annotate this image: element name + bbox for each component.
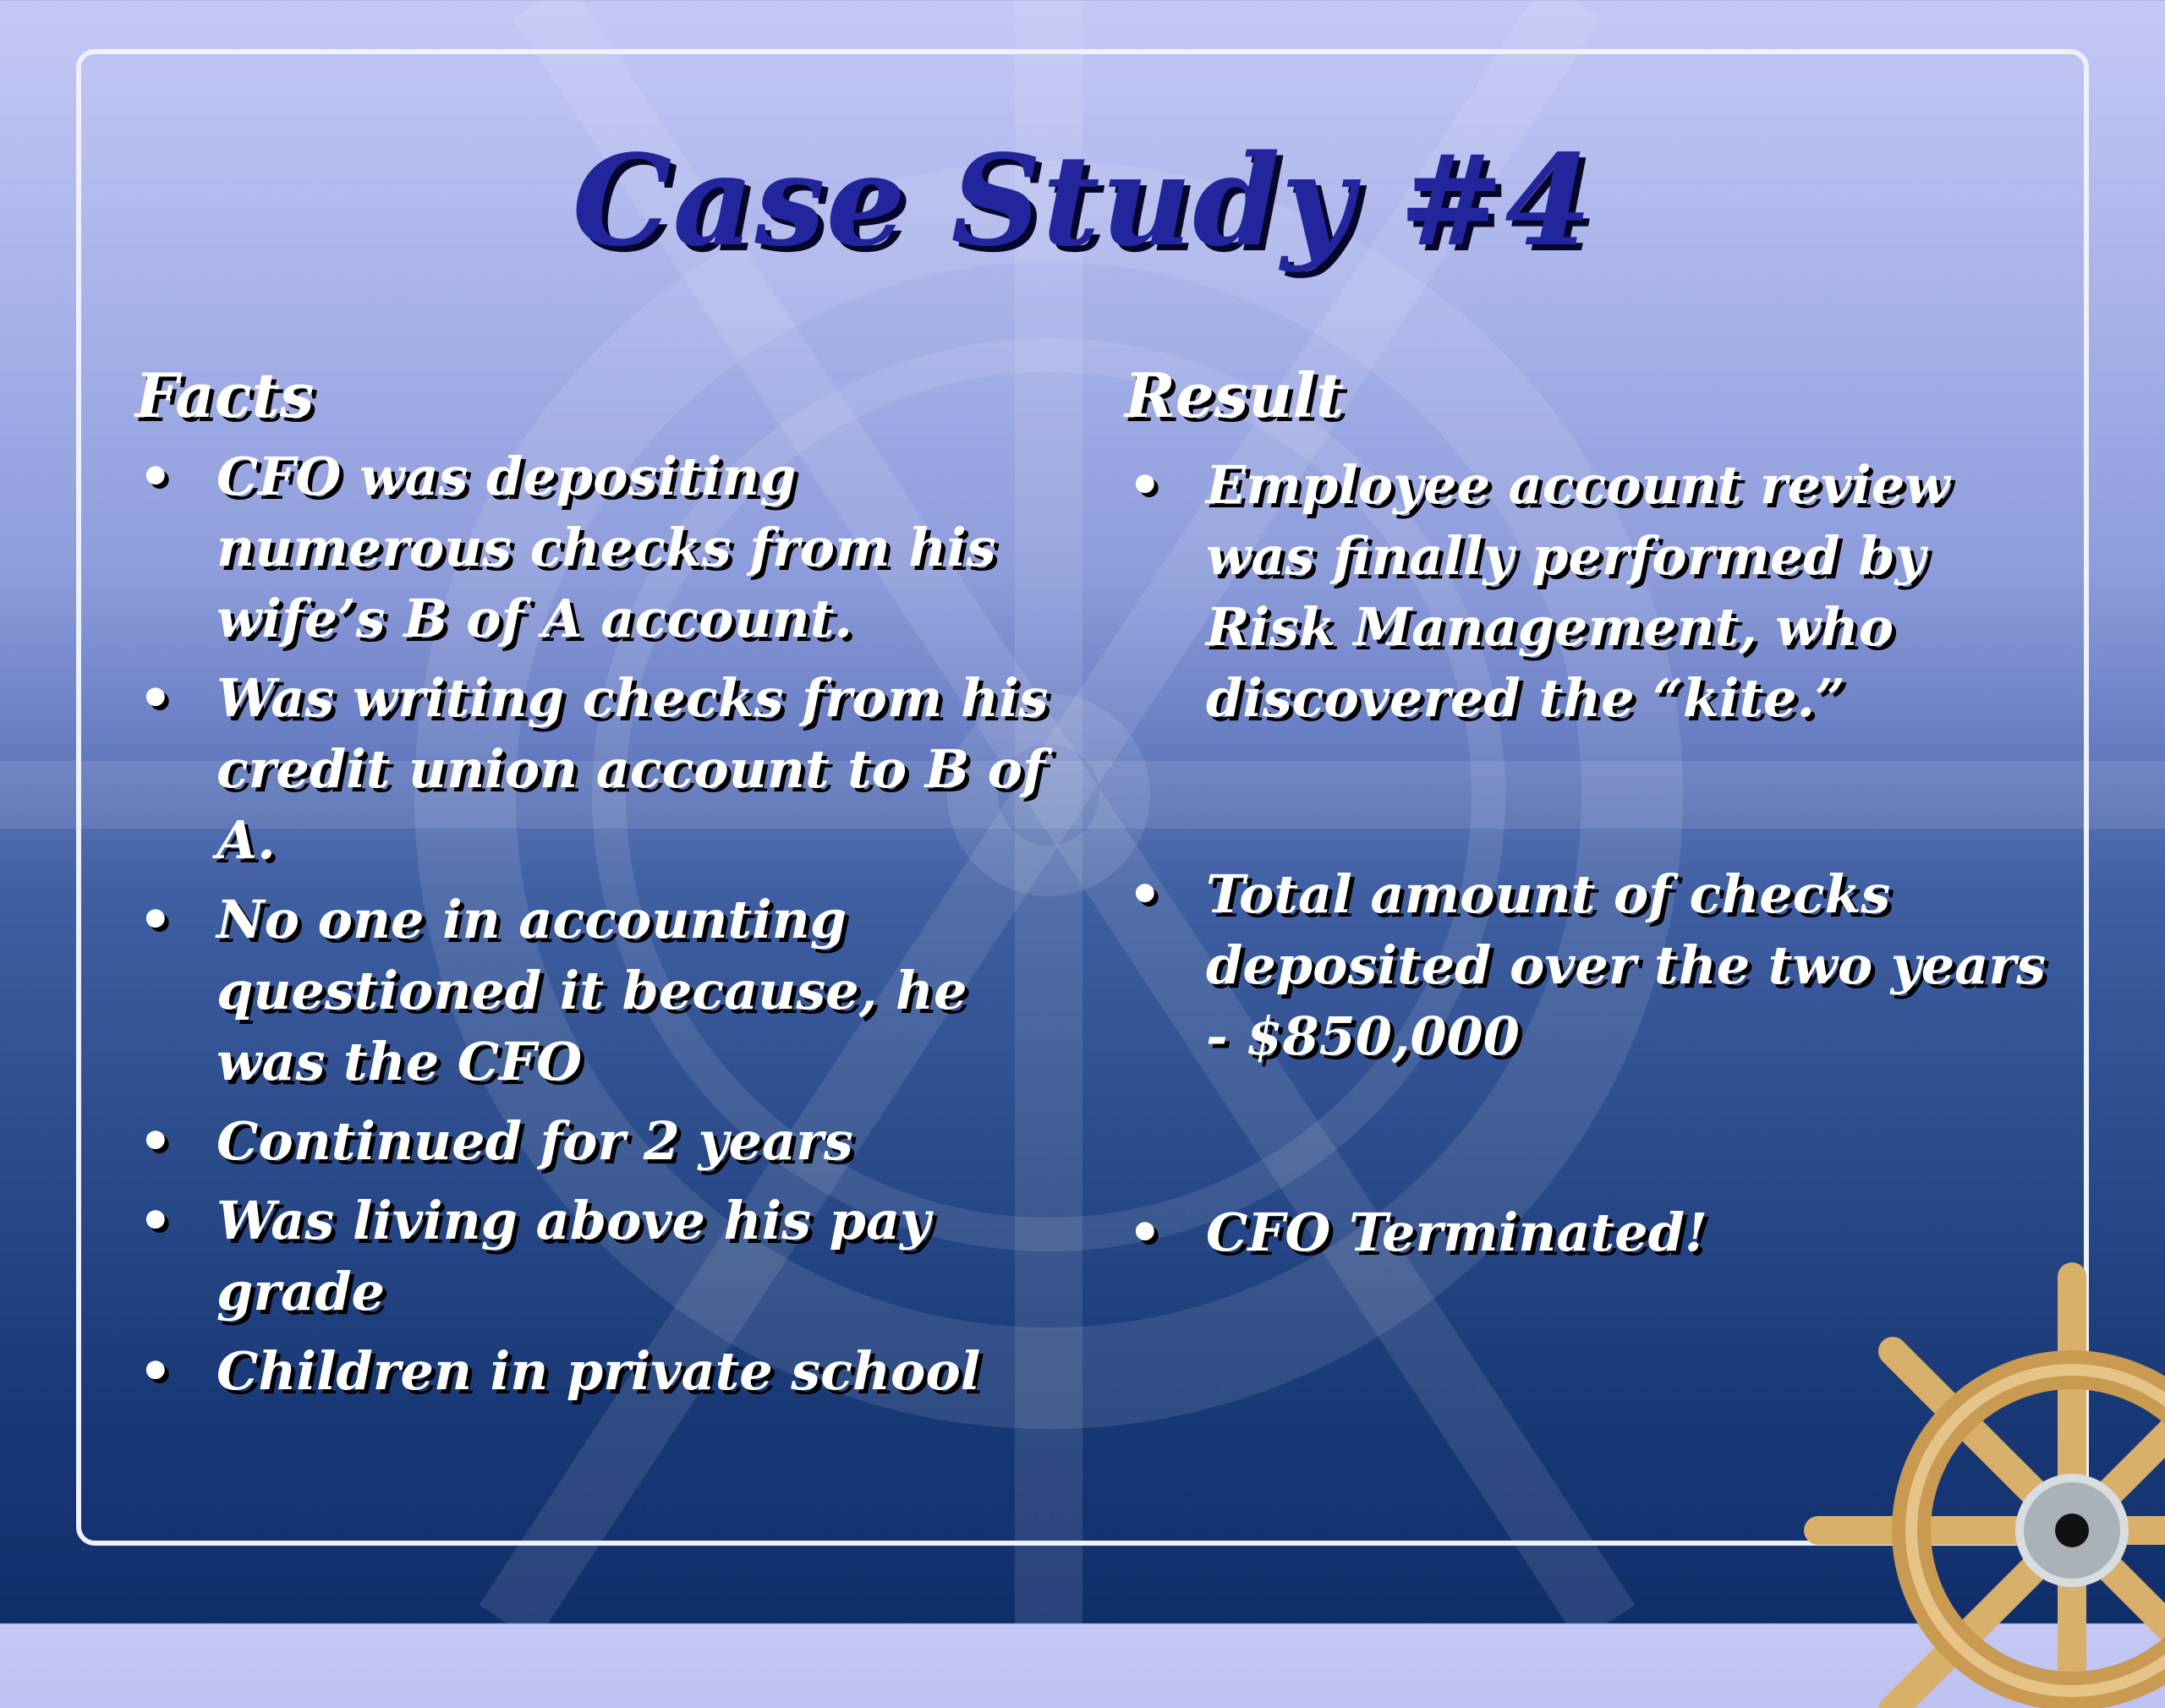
result-column bbox=[1125, 359, 2055, 1393]
list-item bbox=[139, 1185, 1066, 1328]
bullet: • bbox=[1128, 1202, 1162, 1263]
bullet: • bbox=[139, 889, 173, 950]
bullet: • bbox=[1128, 454, 1162, 516]
list-item bbox=[139, 1106, 1066, 1177]
list-item bbox=[1128, 450, 2055, 734]
facts-column bbox=[135, 359, 1066, 1415]
list-item-text: Was living above his pay grade bbox=[216, 1190, 931, 1322]
list-item bbox=[139, 884, 1066, 1098]
ship-wheel-icon bbox=[1742, 1251, 2165, 1708]
list-item bbox=[1128, 859, 2055, 1072]
slide-title: Case Study #4 bbox=[572, 127, 1593, 274]
list-item-text: Employee account review was finally performed by Risk Management, who discovered the “kite.” bbox=[1206, 454, 1950, 729]
bullet: • bbox=[139, 667, 173, 729]
list-item-text: No one in accounting questioned it because, he was the CFO bbox=[216, 889, 967, 1092]
facts-heading: Facts bbox=[135, 359, 315, 431]
list-item bbox=[139, 663, 1066, 876]
bullet: • bbox=[139, 446, 173, 507]
result-list bbox=[1125, 450, 2055, 1268]
facts-list bbox=[135, 441, 1066, 1407]
list-item-text: Continued for 2 years bbox=[216, 1110, 853, 1172]
bullet: • bbox=[139, 1190, 173, 1251]
bullet: • bbox=[1128, 863, 1162, 925]
bullet: • bbox=[139, 1110, 173, 1172]
list-item-text: Was writing checks from his credit union account to B of A. bbox=[216, 667, 1049, 871]
list-item-text: CFO was depositing numerous checks from his wife’s B of A account. bbox=[216, 446, 996, 649]
list-item-text: CFO Terminated! bbox=[1206, 1202, 1708, 1263]
list-item bbox=[139, 1336, 1066, 1407]
list-item-text: Total amount of checks deposited over the two years - $850,000 bbox=[1206, 863, 2046, 1067]
list-item bbox=[139, 441, 1066, 654]
list-item-text: Children in private school bbox=[216, 1340, 981, 1402]
bullet: • bbox=[139, 1340, 173, 1402]
result-heading: Result bbox=[1125, 359, 1345, 431]
